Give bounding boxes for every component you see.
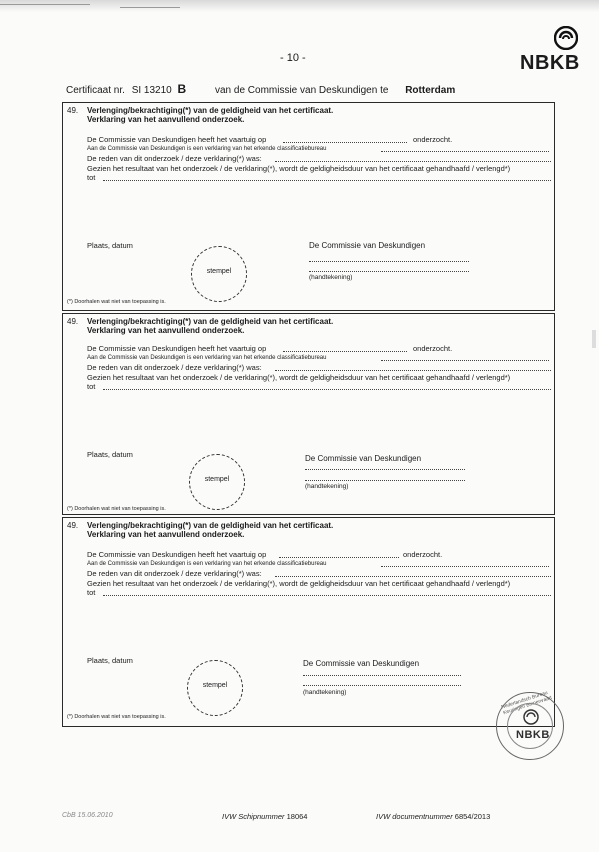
commission-field[interactable]	[309, 261, 469, 262]
signature-field[interactable]	[309, 271, 469, 272]
city: Rotterdam	[405, 85, 456, 96]
signature-field[interactable]	[305, 480, 465, 481]
stamp-label: stempel	[204, 476, 230, 483]
stamp-ring-text: Nederlandsch Bureau Keuringen Binnenvaart	[500, 689, 553, 717]
commission-field[interactable]	[303, 675, 461, 676]
commission-label: De Commissie van Deskundigen	[303, 659, 420, 668]
inspection-date-text: De Commissie van Deskundigen heeft het vaartuig op	[87, 550, 267, 559]
until-text: tot	[87, 382, 96, 391]
renewal-section	[62, 517, 555, 727]
reason-field[interactable]	[275, 370, 551, 371]
inspection-date-field[interactable]	[283, 351, 407, 352]
place-date-label: Plaats, datum	[87, 241, 133, 250]
section-title	[87, 317, 333, 335]
certificate-number: SI 13210	[131, 85, 172, 96]
section-title-line2: Verklaring van het aanvullend onderzoek.	[87, 530, 245, 539]
official-nbkb-stamp	[496, 689, 564, 760]
inspected-text: onderzocht.	[413, 344, 453, 353]
nbkb-emblem-icon	[554, 26, 578, 50]
signature-label: (handtekening)	[309, 274, 353, 281]
section-title-line2: Verklaring van het aanvullend onderzoek.	[87, 326, 245, 335]
scan-edge-mark	[592, 330, 596, 348]
page-number: - 10 -	[280, 52, 306, 64]
until-text: tot	[87, 588, 96, 597]
inspection-date-text: De Commissie van Deskundigen heeft het vaartuig op	[87, 344, 267, 353]
stamp-label: stempel	[206, 268, 232, 275]
inspection-date-field[interactable]	[279, 557, 399, 558]
section-title-line1: Verlenging/bekrachtiging(*) van de geldigheid van het certificaat.	[87, 317, 334, 326]
stamp-area	[187, 660, 243, 716]
section-title-line1: Verlenging/bekrachtiging(*) van de geldigheid van het certificaat.	[87, 521, 334, 530]
stamp-label: stempel	[202, 682, 228, 689]
reason-field[interactable]	[275, 576, 551, 577]
renewal-section	[62, 313, 555, 515]
inspected-text: onderzocht.	[403, 550, 443, 559]
scan-streak	[120, 7, 180, 8]
classification-field[interactable]	[381, 566, 549, 567]
classification-text: Aan de Commissie van Deskundigen is een verklaring van het erkende classificatiebureau	[87, 146, 327, 152]
inspected-text: onderzocht.	[413, 135, 453, 144]
renewal-section	[62, 102, 555, 311]
certificate-suffix: B	[177, 82, 187, 96]
place-date-label: Plaats, datum	[87, 656, 133, 665]
document-number-value: 6854/2013	[454, 812, 491, 821]
commission-text: van de Commissie van Deskundigen te	[214, 85, 389, 96]
document-number-label: IVW documentnummer	[376, 812, 453, 821]
section-number: 49.	[67, 317, 79, 326]
validity-text: Gezien het resultaat van het onderzoek / de verklaring(*), wordt de geldigheidsduur van het certificaat gehandhaafd / verlengd*)	[87, 373, 511, 382]
section-title-line1: Verlenging/bekrachtiging(*) van de geldigheid van het certificaat.	[87, 106, 334, 115]
classification-text: Aan de Commissie van Deskundigen is een verklaring van het erkende classificatiebureau	[87, 355, 327, 361]
nbkb-logo	[520, 24, 594, 74]
section-number: 49.	[67, 106, 79, 115]
section-number: 49.	[67, 521, 79, 530]
scan-edge	[0, 0, 599, 12]
signature-field[interactable]	[303, 685, 461, 686]
footnote: (*) Doorhalen wat niet van toepassing is.	[67, 506, 166, 512]
signature-label: (handtekening)	[305, 483, 349, 490]
footer-document-number	[376, 812, 490, 821]
footnote: (*) Doorhalen wat niet van toepassing is.	[67, 299, 166, 305]
until-field[interactable]	[103, 595, 551, 596]
section-title-line2: Verklaring van het aanvullend onderzoek.	[87, 115, 245, 124]
nbkb-emblem-icon	[523, 709, 539, 725]
certificate-header	[66, 82, 455, 96]
classification-field[interactable]	[381, 151, 549, 152]
certificate-label: Certificaat nr.	[66, 85, 125, 96]
ship-number-label: IVW Schipnummer	[222, 812, 285, 821]
footer-ship-number	[222, 812, 307, 821]
reason-text: De reden van dit onderzoek / deze verklaring(*) was:	[87, 363, 262, 372]
inspection-date-field[interactable]	[283, 142, 407, 143]
stamp-area	[189, 454, 245, 510]
classification-text: Aan de Commissie van Deskundigen is een verklaring van het erkende classificatiebureau	[87, 561, 327, 567]
until-field[interactable]	[103, 389, 551, 390]
commission-label: De Commissie van Deskundigen	[309, 241, 426, 250]
until-text: tot	[87, 173, 96, 182]
reason-field[interactable]	[275, 161, 551, 162]
inspection-date-text: De Commissie van Deskundigen heeft het vaartuig op	[87, 135, 267, 144]
stamp-area	[191, 246, 247, 302]
reason-text: De reden van dit onderzoek / deze verklaring(*) was:	[87, 569, 262, 578]
validity-text: Gezien het resultaat van het onderzoek / de verklaring(*), wordt de geldigheidsduur van het certificaat gehandhaafd / verlengd*)	[87, 164, 511, 173]
reason-text: De reden van dit onderzoek / deze verklaring(*) was:	[87, 154, 262, 163]
commission-field[interactable]	[305, 469, 465, 470]
footer-revision: CbB 15.06.2010	[62, 812, 113, 819]
classification-field[interactable]	[381, 360, 549, 361]
validity-text: Gezien het resultaat van het onderzoek / de verklaring(*), wordt de geldigheidsduur van het certificaat gehandhaafd / verlengd*)	[87, 579, 511, 588]
section-title	[87, 106, 333, 124]
until-field[interactable]	[103, 180, 551, 181]
commission-label: De Commissie van Deskundigen	[305, 454, 422, 463]
logo-text: NBKB	[520, 52, 580, 74]
scan-streak	[0, 4, 90, 5]
ship-number-value: 18064	[286, 812, 308, 821]
footnote: (*) Doorhalen wat niet van toepassing is.	[67, 714, 166, 720]
place-date-label: Plaats, datum	[87, 450, 133, 459]
stamp-logo-text: NBKB	[516, 729, 550, 741]
section-title	[87, 521, 333, 539]
signature-label: (handtekening)	[303, 689, 347, 696]
